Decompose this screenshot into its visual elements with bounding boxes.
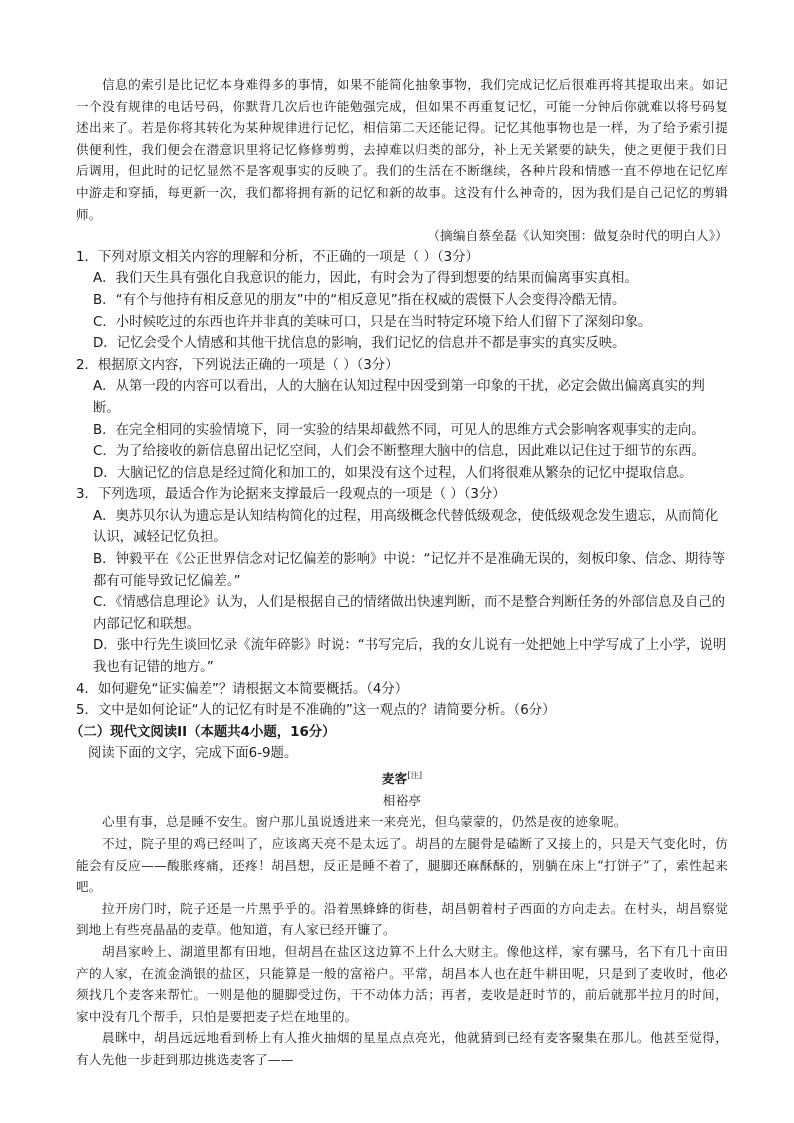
option-a: A．从第一段的内容可以看出，人的大脑在认知过程中因受到第一印象的干扰，必定会做出偏离真实的判断。 xyxy=(93,379,705,416)
question-stem: 3．下列选项，最适合作为论据来支撑最后一段观点的一项是（ ）（3分） xyxy=(76,487,506,503)
story-title-text: 麦客 xyxy=(381,771,408,787)
option-d: D．张中行先生谈回忆录《流年碎影》时说：“书写完后，我的女儿说有一处把她上中学写成了上小学，说明我也有记错的地方。” xyxy=(93,638,727,676)
section-intro: 阅读下面的文字，完成下面6-9题。 xyxy=(88,746,298,762)
option-c: C．《情感信息理论》认为，人们是根据自己的情绪做出快速判断，而不是整合判断任务的外部信息及自己的内部记忆和联想。 xyxy=(93,595,726,632)
title-note: [注] xyxy=(407,771,423,780)
option-a: A．奥苏贝尔认为遗忘是认知结构简化的过程，用高级概念代替低级观念，使低级观念发生遗忘，从而简化认识，减轻记忆负担。 xyxy=(93,508,719,546)
option-c: C．小时候吃过的东西也许并非真的美味可口，只是在当时特定环境下给人们留下了深刻印象。 xyxy=(93,314,652,330)
story-author: 相裕亭 xyxy=(382,792,422,808)
option-a: A．我们天生具有强化自我意识的能力，因此，有时会为了得到想要的结果而偏离事实真相。 xyxy=(93,271,638,287)
question-5: 5．文中是如何论证“人的记忆有时是不准确的”这一观点的？请简要分析。（6分） xyxy=(76,703,556,719)
question-stem: 1．下列对原文相关内容的理解和分析，不正确的一项是（ ）（3分） xyxy=(76,249,479,265)
section-heading: （二）现代文阅读II（本题共4小题，16分） xyxy=(70,724,336,740)
option-b: B．在完全相同的实验情境下，同一实验的结果却截然不同，可见人的思维方式会影响客观事实的走向。 xyxy=(93,422,705,438)
story-paragraph: 心里有事，总是睡不安生。窗户那儿虽说透进来一来亮光，但乌蒙蒙的，仍然是夜的迹象呢。 xyxy=(102,814,627,830)
passage-source: （摘编自蔡垒磊《认知突围：做复杂时代的明白人》） xyxy=(427,228,728,244)
question-2 xyxy=(76,355,728,485)
option-b: B．钟毅平在《公正世界信念对记忆偏差的影响》中说：“记忆并不是准确无误的，刻板印象、信念、期待等都有可能导致记忆偏差。” xyxy=(93,552,726,589)
option-c: C．为了给接收的新信息留出记忆空间，人们会不断整理大脑中的信息，因此难以记住过于细节的东西。 xyxy=(93,444,705,460)
option-d: D．记忆会受个人情感和其他干扰信息的影响，我们记忆的信息并不都是事实的真实反映。 xyxy=(93,336,626,352)
option-d: D．大脑记忆的信息是经过简化和加工的，如果没有这个过程，人们将很难从繁杂的记忆中提取信息。 xyxy=(93,465,693,481)
question-stem: 2．根据原文内容，下列说法正确的一项是（ ）（3分） xyxy=(76,357,399,373)
story-title xyxy=(76,765,728,790)
story-paragraph: 拉开房门时，院子还是一片黑乎乎的。沿着黑蜂蜂的街巷，胡昌朝着村子西面的方向走去。在村头，胡昌察觉到地上有些亮晶晶的麦草。他知道，有人家已经开镰了。 xyxy=(76,900,728,938)
exam-page xyxy=(70,74,728,1071)
story-paragraph: 胡昌家岭上、湖道里都有田地，但胡昌在盐区这边算不上什么大财主。像他这样，家有骡马，名下有几十亩田产的人家，在流金淌银的盐区，只能算是一般的富裕户。平常，胡昌本人也在赶牛耕田呢，只是到了麦收时，他必须找几个麦客来帮忙。一则是他的腿脚受过伤，干不动体力活；再者，麦收是赶时节的，前后就那半拉月的时间，家中没有几个帮手，只怕是要把麦子烂在地里的。 xyxy=(76,943,728,1024)
question-4: 4．如何避免“证实偏差”？请根据文本简要概括。（4分） xyxy=(76,681,409,697)
passage-paragraph: 信息的索引是比记忆本身难得多的事情，如果不能简化抽象事物，我们完成记忆后很难再将其提取出来。如记一个没有规律的电话号码，你默背几次后也许能勉强完成，但如果不再重复记忆，可能一分钟后你就难以将号码复述出来了。若是你将其转化为某种规律进行记忆，相信第二天还能记得。记忆其他事物也是一样，为了给予索引提供便利性，我们便会在潜意识里将记忆修修剪剪，去掉难以归类的部分，补上无关紧要的缺失，使之更便于我们日后调用，但此时的记忆显然不是客观事实的反映了。我们的生活在不断继续，各种片段和情感一直不停地在记忆库中游走和穿插，每更新一次，我们都将拥有新的记忆和新的故事。这没有什么神奇的，因为我们是自己记忆的剪辑师。 xyxy=(76,77,728,222)
option-b: B．“有个与他持有相反意见的朋友”中的“相反意见”指在权威的震慑下人会变得冷酷无情。 xyxy=(93,292,626,308)
question-3 xyxy=(76,484,728,678)
story-paragraph: 不过，院子里的鸡已经叫了，应该离天亮不是太远了。胡昌的左腿骨是磕断了又接上的，只是天气变化时，仿能会有反应——酸胀疼痛，还疼！胡昌想，反正是睡不着了，腿脚还麻酥酥的，别躺在床上“打饼子”了，索性起来吧。 xyxy=(76,835,728,895)
question-1 xyxy=(76,247,728,355)
story-paragraph: 晨眯中，胡昌远远地看到桥上有人推火抽烟的星星点点亮光，他就猜到已经有麦客聚集在那儿。他甚至觉得，有人先他一步赶到那边挑选麦客了—— xyxy=(76,1030,728,1067)
